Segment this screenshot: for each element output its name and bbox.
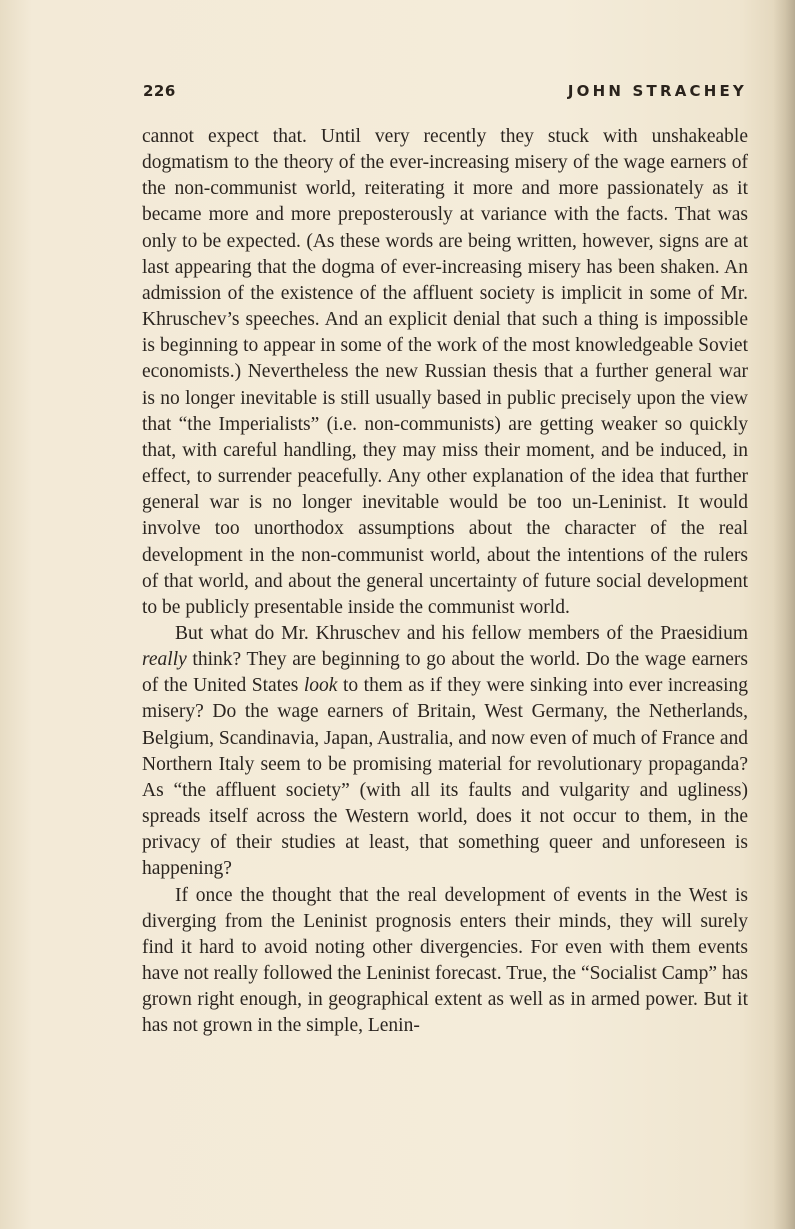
paragraph-3: If once the thought that the real development of events in the West is diverging from the Leninist prognosis enters their minds, they will surely find it hard to avoid noting other divergencies. For even with them events have not really followed the Leninist forecast. True, the “Socialist Camp” has grown right enough, in geographical extent as well as in armed power. But it has not grown in the simple, Lenin- <box>142 884 748 1037</box>
emphasis-look: look <box>303 675 338 697</box>
running-head <box>143 82 747 106</box>
page-number: 226 <box>143 82 176 100</box>
paragraph-1: cannot expect that. Until very recently they stuck with unshakeable dogmatism to the theory of the ever-increasing misery of the wage earners of the non-communist world, reiterating it more and more passionately as it became more and more preposterously at variance with the facts. That was only to be expected. (As these words are being written, however, signs are at last appearing that the dogma of ever-increasing misery has been shaken. An admission of the existence of the affluent society is implicit in some of Mr. Khruschev’s speeches. And an explicit denial that such a thing is impossible is beginning to appear in some of the work of the most knowledgeable Soviet economists.) Nevertheless the new Russian thesis that a further general war is no longer inevitable is still usually based in public precisely upon the view that “the Imperialists” (i.e. non-communists) are getting weaker so quickly that, with careful handling, they may miss their moment, and be induced, in effect, to surrender peacefully. Any other explanation of the idea that further general war is no longer inevitable would be too un-Leninist. It would involve too unorthodox assumptions about the character of the real development in the non-communist world, about the intentions of the rulers of that world, and about the general uncertainty of future social development to be publicly presentable inside the communist world. <box>142 126 748 618</box>
paragraph-2 <box>142 621 748 883</box>
emphasis-really: really <box>142 649 187 671</box>
body-text <box>142 124 748 1039</box>
page-gutter-shadow <box>773 0 795 1229</box>
paragraph-2-part-3: to them as if they were sinking into ever increasing misery? Do the wage earners of Britain, West Germany, the Netherlands, Belgium, Scandinavia, Japan, Australia, and now even of much of France and Northern Italy seem to be promising material for revolutionary propaganda? As “the affluent society” (with all its faults and vulgarity and ugliness) spreads itself across the Western world, does it not occur to them, in the privacy of their studies at least, that something queer and unforeseen is happening? <box>142 675 749 880</box>
paragraph-2-part-1: But what do Mr. Khruschev and his fellow members of the Praesidium <box>175 622 748 644</box>
paragraph-2-part-2: think? They are beginning to go about the world. Do the wage earners of the United States <box>142 649 748 697</box>
running-head-author: JOHN STRACHEY <box>567 82 747 100</box>
